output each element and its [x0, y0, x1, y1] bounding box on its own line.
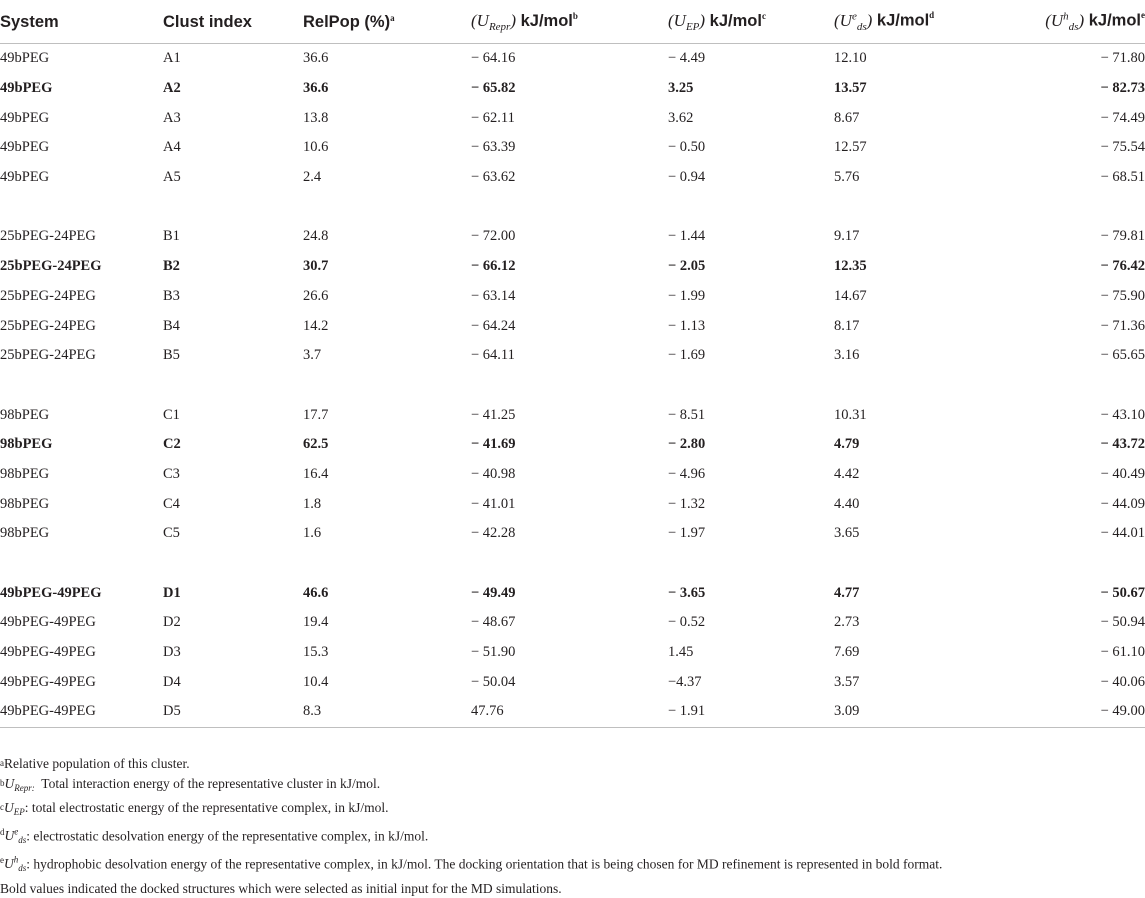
table-row — [0, 667, 1145, 697]
table-row — [0, 44, 1145, 74]
cell-uep: − 1.32 — [668, 489, 834, 519]
cell-relpop: 46.6 — [303, 578, 471, 608]
cell-relpop: 26.6 — [303, 282, 471, 312]
cell-system: 49bPEG — [0, 163, 163, 193]
table-row — [0, 608, 1145, 638]
cell-urepr: − 63.39 — [471, 133, 668, 163]
cell-ue: 12.57 — [834, 133, 1009, 163]
table-row — [0, 74, 1145, 104]
header-relpop: RelPop (%)$^a$ — [303, 0, 471, 44]
cell-uh: − 75.90 — [1009, 282, 1145, 312]
cell-system: 49bPEG-49PEG — [0, 697, 163, 727]
cell-urepr: − 62.11 — [471, 103, 668, 133]
cell-ue: 3.65 — [834, 519, 1009, 549]
cell-clust: A1 — [163, 44, 303, 74]
cell-uep: −4.37 — [668, 667, 834, 697]
cell-system: 49bPEG-49PEG — [0, 667, 163, 697]
cell-uh: − 74.49 — [1009, 103, 1145, 133]
cell-clust: B5 — [163, 341, 303, 371]
cell-ue: 8.67 — [834, 103, 1009, 133]
cell-ue: 12.35 — [834, 252, 1009, 282]
table-row — [0, 163, 1145, 193]
table-row — [0, 103, 1145, 133]
header-ue-ds: $(U^e_{ds})$ kJ/mol$^d$ — [834, 0, 1009, 44]
cell-ue: 3.16 — [834, 341, 1009, 371]
cell-urepr: − 48.67 — [471, 608, 668, 638]
cell-ue: 10.31 — [834, 400, 1009, 430]
cell-uep: − 1.99 — [668, 282, 834, 312]
cell-uh: − 68.51 — [1009, 163, 1145, 193]
cell-uh: − 50.67 — [1009, 578, 1145, 608]
cell-uep: − 1.13 — [668, 311, 834, 341]
cell-uh: − 43.10 — [1009, 400, 1145, 430]
cell-relpop: 2.4 — [303, 163, 471, 193]
cell-system: 49bPEG-49PEG — [0, 608, 163, 638]
cell-relpop: 62.5 — [303, 430, 471, 460]
table-row — [0, 341, 1145, 371]
cell-uh: − 79.81 — [1009, 222, 1145, 252]
footnote-d: $^dU^e_{ds}$: electrostatic desolvation energy of the representative complex, in kJ/mol. — [0, 823, 1145, 851]
cell-system: 98bPEG — [0, 489, 163, 519]
cell-uh: − 50.94 — [1009, 608, 1145, 638]
cell-urepr: − 41.01 — [471, 489, 668, 519]
cell-clust: A2 — [163, 74, 303, 104]
cell-uh: − 43.72 — [1009, 430, 1145, 460]
cell-clust: A3 — [163, 103, 303, 133]
cell-system: 49bPEG — [0, 133, 163, 163]
cell-uh: − 71.80 — [1009, 44, 1145, 74]
cell-uep: 3.62 — [668, 103, 834, 133]
cell-system: 25bPEG-24PEG — [0, 252, 163, 282]
cell-clust: C3 — [163, 460, 303, 490]
cell-clust: D3 — [163, 638, 303, 668]
header-clust-index: Clust index — [163, 0, 303, 44]
cell-relpop: 16.4 — [303, 460, 471, 490]
cell-urepr: − 64.16 — [471, 44, 668, 74]
cell-uh: − 82.73 — [1009, 74, 1145, 104]
table-row — [0, 697, 1145, 727]
cell-urepr: − 64.24 — [471, 311, 668, 341]
cell-relpop: 36.6 — [303, 44, 471, 74]
cell-relpop: 1.8 — [303, 489, 471, 519]
cell-clust: B2 — [163, 252, 303, 282]
header-urepr: $(U_{Repr})$ kJ/mol$^b$ — [471, 0, 668, 44]
group-spacer — [0, 371, 1145, 401]
cell-ue: 9.17 — [834, 222, 1009, 252]
cell-system: 49bPEG — [0, 44, 163, 74]
group-spacer — [0, 192, 1145, 222]
cell-ue: 4.40 — [834, 489, 1009, 519]
cell-uep: − 4.49 — [668, 44, 834, 74]
cell-uh: − 40.49 — [1009, 460, 1145, 490]
table-row — [0, 460, 1145, 490]
cell-clust: D2 — [163, 608, 303, 638]
cell-urepr: − 64.11 — [471, 341, 668, 371]
cell-urepr: 47.76 — [471, 697, 668, 727]
cell-system: 25bPEG-24PEG — [0, 311, 163, 341]
cell-clust: C1 — [163, 400, 303, 430]
cell-ue: 14.67 — [834, 282, 1009, 312]
cell-ue: 8.17 — [834, 311, 1009, 341]
cell-urepr: − 50.04 — [471, 667, 668, 697]
cell-uep: − 4.96 — [668, 460, 834, 490]
cell-uep: − 0.94 — [668, 163, 834, 193]
cell-clust: B4 — [163, 311, 303, 341]
cell-relpop: 3.7 — [303, 341, 471, 371]
table-row — [0, 430, 1145, 460]
cell-urepr: − 63.14 — [471, 282, 668, 312]
header-uh-ds: $(U^h_{ds})$ kJ/mol$^e$ — [1009, 0, 1145, 44]
table-row — [0, 489, 1145, 519]
cell-ue: 7.69 — [834, 638, 1009, 668]
cell-clust: D4 — [163, 667, 303, 697]
cell-ue: 3.09 — [834, 697, 1009, 727]
table-row — [0, 311, 1145, 341]
cell-urepr: − 72.00 — [471, 222, 668, 252]
cell-uh: − 49.00 — [1009, 697, 1145, 727]
table-row — [0, 578, 1145, 608]
cell-ue: 12.10 — [834, 44, 1009, 74]
table-row — [0, 400, 1145, 430]
header-system: System — [0, 0, 163, 44]
cell-clust: A4 — [163, 133, 303, 163]
cell-clust: B3 — [163, 282, 303, 312]
cell-uep: 1.45 — [668, 638, 834, 668]
cell-ue: 13.57 — [834, 74, 1009, 104]
cell-relpop: 14.2 — [303, 311, 471, 341]
cell-clust: C5 — [163, 519, 303, 549]
header-row — [0, 0, 1145, 44]
cell-uh: − 40.06 — [1009, 667, 1145, 697]
cell-uep: 3.25 — [668, 74, 834, 104]
cell-uep: − 1.97 — [668, 519, 834, 549]
table-row — [0, 222, 1145, 252]
group-spacer — [0, 549, 1145, 579]
cell-system: 25bPEG-24PEG — [0, 222, 163, 252]
cell-relpop: 15.3 — [303, 638, 471, 668]
cell-uep: − 2.80 — [668, 430, 834, 460]
cell-urepr: − 66.12 — [471, 252, 668, 282]
cell-clust: C4 — [163, 489, 303, 519]
cell-uep: − 2.05 — [668, 252, 834, 282]
footnote-e: $^eU^h_{ds}$: hydrophobic desolvation energy of the representative complex, in kJ/mol. The docking orientation that is being chosen for MD refinement is represented in bold format. — [0, 851, 1145, 879]
cell-urepr: − 63.62 — [471, 163, 668, 193]
table-row — [0, 133, 1145, 163]
cell-uep: − 1.91 — [668, 697, 834, 727]
cell-urepr: − 65.82 — [471, 74, 668, 104]
cell-ue: 5.76 — [834, 163, 1009, 193]
cell-clust: A5 — [163, 163, 303, 193]
cell-urepr: − 49.49 — [471, 578, 668, 608]
cell-uep: − 8.51 — [668, 400, 834, 430]
cell-clust: D5 — [163, 697, 303, 727]
cell-urepr: − 40.98 — [471, 460, 668, 490]
cell-relpop: 17.7 — [303, 400, 471, 430]
footnote-bold-note: Bold values indicated the docked structures which were selected as initial input for the MD simulations. — [0, 879, 1145, 898]
cell-uep: − 0.52 — [668, 608, 834, 638]
table-row — [0, 282, 1145, 312]
cell-system: 25bPEG-24PEG — [0, 282, 163, 312]
footnote-c: $^cU_{EP}$: total electrostatic energy of the representative complex, in kJ/mol. — [0, 798, 1145, 823]
footnote-a: $^a$Relative population of this cluster. — [0, 754, 1145, 774]
cell-urepr: − 42.28 — [471, 519, 668, 549]
cell-relpop: 30.7 — [303, 252, 471, 282]
cell-relpop: 10.6 — [303, 133, 471, 163]
cell-ue: 4.79 — [834, 430, 1009, 460]
cell-relpop: 8.3 — [303, 697, 471, 727]
cell-uh: − 44.01 — [1009, 519, 1145, 549]
cell-relpop: 24.8 — [303, 222, 471, 252]
cell-system: 49bPEG — [0, 103, 163, 133]
cell-uh: − 65.65 — [1009, 341, 1145, 371]
cell-relpop: 10.4 — [303, 667, 471, 697]
cell-uh: − 76.42 — [1009, 252, 1145, 282]
cell-system: 98bPEG — [0, 519, 163, 549]
cell-system: 49bPEG-49PEG — [0, 578, 163, 608]
cell-clust: D1 — [163, 578, 303, 608]
table-row — [0, 638, 1145, 668]
cell-ue: 4.42 — [834, 460, 1009, 490]
cell-clust: C2 — [163, 430, 303, 460]
cell-uep: − 1.69 — [668, 341, 834, 371]
cell-clust: B1 — [163, 222, 303, 252]
cell-system: 98bPEG — [0, 460, 163, 490]
cell-urepr: − 51.90 — [471, 638, 668, 668]
cell-uh: − 71.36 — [1009, 311, 1145, 341]
cell-ue: 4.77 — [834, 578, 1009, 608]
footnote-b: $^bU_{Repr:}$ Total interaction energy of the representative cluster in kJ/mol. — [0, 774, 1145, 799]
cell-system: 98bPEG — [0, 430, 163, 460]
cell-relpop: 1.6 — [303, 519, 471, 549]
cell-relpop: 13.8 — [303, 103, 471, 133]
table-row — [0, 252, 1145, 282]
cell-relpop: 19.4 — [303, 608, 471, 638]
cell-system: 49bPEG-49PEG — [0, 638, 163, 668]
cell-relpop: 36.6 — [303, 74, 471, 104]
header-uep: $(U_{EP})$ kJ/mol$^c$ — [668, 0, 834, 44]
cell-ue: 2.73 — [834, 608, 1009, 638]
cell-uep: − 0.50 — [668, 133, 834, 163]
cell-uep: − 3.65 — [668, 578, 834, 608]
cell-system: 49bPEG — [0, 74, 163, 104]
cell-uh: − 75.54 — [1009, 133, 1145, 163]
cell-system: 25bPEG-24PEG — [0, 341, 163, 371]
cell-system: 98bPEG — [0, 400, 163, 430]
cell-urepr: − 41.69 — [471, 430, 668, 460]
cell-uh: − 44.09 — [1009, 489, 1145, 519]
cell-urepr: − 41.25 — [471, 400, 668, 430]
table-row — [0, 519, 1145, 549]
cell-uh: − 61.10 — [1009, 638, 1145, 668]
cell-uep: − 1.44 — [668, 222, 834, 252]
footnotes — [0, 754, 1145, 898]
cell-ue: 3.57 — [834, 667, 1009, 697]
